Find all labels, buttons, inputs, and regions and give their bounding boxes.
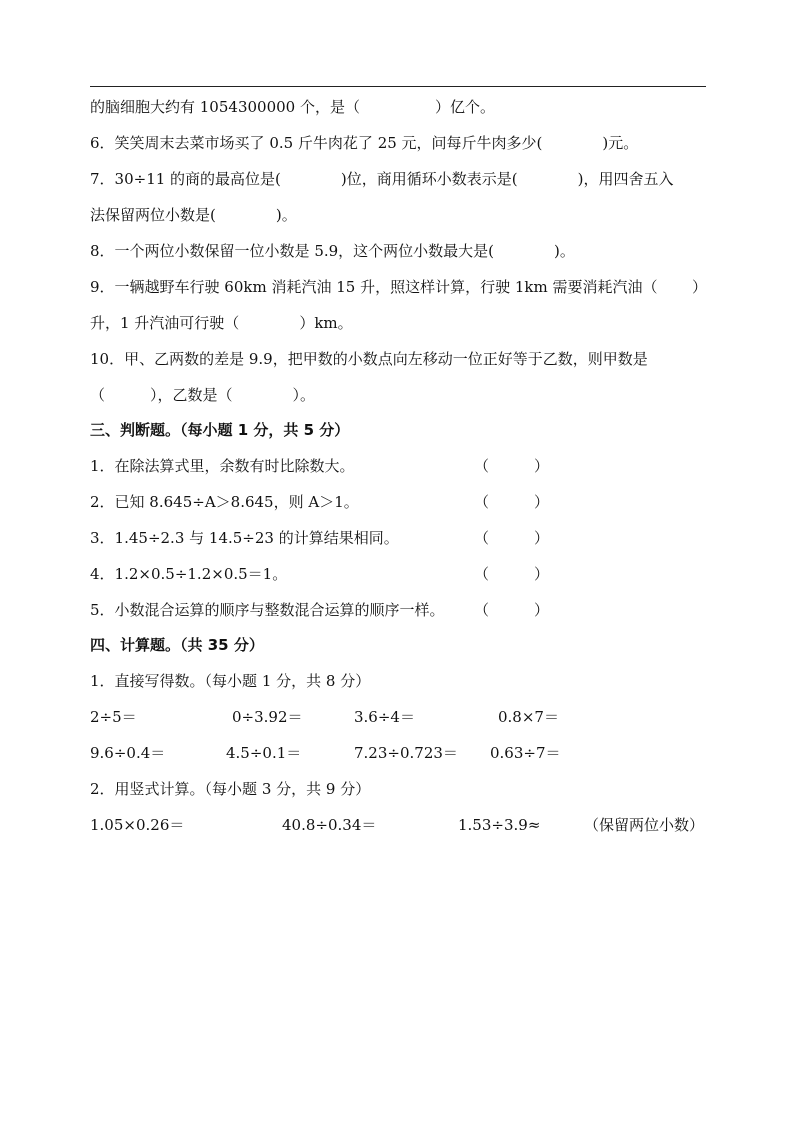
question-10-continued: （ ），乙数是（ ）。 [90,386,316,404]
calc-item: 9.6÷0.4＝ [90,744,166,762]
calc-item: 0÷3.92＝ [232,708,303,726]
question-8: 8．一个两位小数保留一位小数是 5.9，这个两位小数最大是( )。 [90,242,575,260]
section-3-title: 三、判断题。（每小题 1 分，共 5 分） [90,421,350,439]
judge-blank-4: （ ） [474,565,550,583]
header-rule [90,86,706,87]
calc-item: 4.5÷0.1＝ [226,744,302,762]
judge-blank-3: （ ） [474,529,550,547]
vertical-calc-item: 40.8÷0.34＝ [282,816,377,834]
question-10: 10．甲、乙两数的差是 9.9，把甲数的小数点向左移动一位正好等于乙数，则甲数是 [90,350,648,368]
question-5-continued: 的脑细胞大约有 1054300000 个，是（ ）亿个。 [90,98,495,116]
calc-sub-2: 2．用竖式计算。（每小题 3 分，共 9 分） [90,780,371,798]
judge-blank-5: （ ） [474,601,550,619]
calc-sub-1: 1．直接写得数。（每小题 1 分，共 8 分） [90,672,371,690]
vertical-calc-item: 1.53÷3.9≈ [458,816,541,834]
judge-item-1: 1．在除法算式里，余数有时比除数大。 [90,457,355,475]
judge-item-2: 2．已知 8.645÷A＞8.645，则 A＞1。 [90,493,359,511]
judge-blank-1: （ ） [474,457,550,475]
calc-item: 3.6÷4＝ [354,708,415,726]
question-6: 6．笑笑周末去菜市场买了 0.5 斤牛肉花了 25 元，问每斤牛肉多少( )元。 [90,134,639,152]
judge-item-3: 3．1.45÷2.3 与 14.5÷23 的计算结果相同。 [90,529,399,547]
judge-item-5: 5．小数混合运算的顺序与整数混合运算的顺序一样。 [90,601,445,619]
question-9-blank-close: ） [692,278,708,296]
rounding-note: （保留两位小数） [584,816,705,834]
question-9: 9．一辆越野车行驶 60km 消耗汽油 15 升，照这样计算，行驶 1km 需要消耗汽油（ [90,278,658,296]
question-9-continued: 升，1 升汽油可行驶（ ）km。 [90,314,353,332]
question-7-continued: 法保留两位小数是( )。 [90,206,297,224]
judge-blank-2: （ ） [474,493,550,511]
calc-item: 2÷5＝ [90,708,137,726]
calc-item: 7.23÷0.723＝ [354,744,458,762]
section-4-title: 四、计算题。（共 35 分） [90,636,264,654]
vertical-calc-item: 1.05×0.26＝ [90,816,185,834]
calc-item: 0.8×7＝ [498,708,559,726]
judge-item-4: 4．1.2×0.5÷1.2×0.5＝1。 [90,565,288,583]
question-7: 7．30÷11 的商的最高位是( )位，商用循环小数表示是( )，用四舍五入 [90,170,674,188]
calc-item: 0.63÷7＝ [490,744,561,762]
